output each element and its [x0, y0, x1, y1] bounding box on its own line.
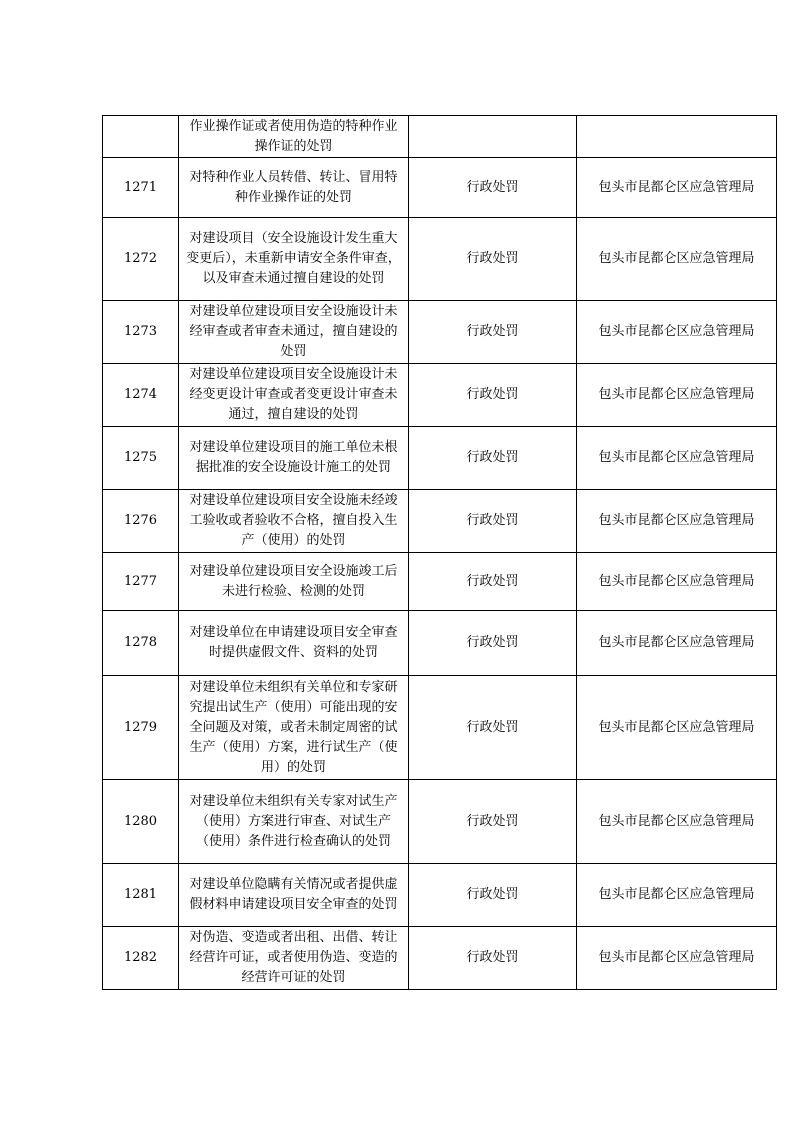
- item-type: 行政处罚: [409, 611, 577, 676]
- item-type: 行政处罚: [409, 780, 577, 864]
- item-type: 行政处罚: [409, 364, 577, 427]
- item-name: 作业操作证或者使用伪造的特种作业操作证的处罚: [179, 116, 409, 158]
- table-row: [103, 676, 777, 780]
- table-row: [103, 490, 777, 553]
- item-number: 1278: [103, 611, 179, 676]
- item-number: 1279: [103, 676, 179, 780]
- table-row: [103, 611, 777, 676]
- item-name: 对建设单位建设项目安全设施设计未经审查或者审查未通过，擅自建设的处罚: [179, 301, 409, 364]
- item-type: 行政处罚: [409, 490, 577, 553]
- item-type: 行政处罚: [409, 864, 577, 927]
- item-type: 行政处罚: [409, 158, 577, 218]
- item-department: 包头市昆都仑区应急管理局: [577, 158, 777, 218]
- item-number: 1271: [103, 158, 179, 218]
- item-number: 1273: [103, 301, 179, 364]
- item-name: 对建设单位建设项目安全设施设计未经变更设计审查或者变更设计审查未通过，擅自建设的处罚: [179, 364, 409, 427]
- item-name: 对建设单位建设项目安全设施未经竣工验收或者验收不合格，擅自投入生产（使用）的处罚: [179, 490, 409, 553]
- item-name: 对伪造、变造或者出租、出借、转让经营许可证，或者使用伪造、变造的经营许可证的处罚: [179, 927, 409, 990]
- item-name: 对建设单位建设项目的施工单位未根据批准的安全设施设计施工的处罚: [179, 427, 409, 490]
- item-type: 行政处罚: [409, 927, 577, 990]
- item-number: 1272: [103, 218, 179, 301]
- item-name: 对建设单位未组织有关单位和专家研究提出试生产（使用）可能出现的安全问题及对策，或者未制定周密的试生产（使用）方案，进行试生产（使用）的处罚: [179, 676, 409, 780]
- table-row: [103, 116, 777, 158]
- item-name: 对建设单位在申请建设项目安全审查时提供虚假文件、资料的处罚: [179, 611, 409, 676]
- item-department: 包头市昆都仑区应急管理局: [577, 611, 777, 676]
- item-number: 1275: [103, 427, 179, 490]
- table-row: [103, 218, 777, 301]
- item-department: 包头市昆都仑区应急管理局: [577, 218, 777, 301]
- table-row: [103, 301, 777, 364]
- item-department: 包头市昆都仑区应急管理局: [577, 927, 777, 990]
- item-type: 行政处罚: [409, 427, 577, 490]
- table-row: [103, 927, 777, 990]
- item-number: 1276: [103, 490, 179, 553]
- table-row: [103, 427, 777, 490]
- item-number: 1274: [103, 364, 179, 427]
- table-row: [103, 553, 777, 611]
- penalty-items-table: [102, 115, 777, 990]
- table-row: [103, 158, 777, 218]
- item-department: 包头市昆都仑区应急管理局: [577, 490, 777, 553]
- item-name: 对建设单位未组织有关专家对试生产（使用）方案进行审查、对试生产（使用）条件进行检查确认的处罚: [179, 780, 409, 864]
- item-number: 1281: [103, 864, 179, 927]
- item-number: 1280: [103, 780, 179, 864]
- item-department: [577, 116, 777, 158]
- item-department: 包头市昆都仑区应急管理局: [577, 864, 777, 927]
- item-number: 1282: [103, 927, 179, 990]
- item-type: 行政处罚: [409, 676, 577, 780]
- item-name: 对建设单位建设项目安全设施竣工后未进行检验、检测的处罚: [179, 553, 409, 611]
- item-type: 行政处罚: [409, 553, 577, 611]
- item-department: 包头市昆都仑区应急管理局: [577, 301, 777, 364]
- item-name: 对建设单位隐瞒有关情况或者提供虚假材料申请建设项目安全审查的处罚: [179, 864, 409, 927]
- item-name: 对特种作业人员转借、转让、冒用特种作业操作证的处罚: [179, 158, 409, 218]
- item-department: 包头市昆都仑区应急管理局: [577, 364, 777, 427]
- item-department: 包头市昆都仑区应急管理局: [577, 676, 777, 780]
- table-row: [103, 364, 777, 427]
- item-type: 行政处罚: [409, 218, 577, 301]
- item-type: 行政处罚: [409, 301, 577, 364]
- item-name: 对建设项目（安全设施设计发生重大变更后），未重新申请安全条件审查，以及审查未通过擅自建设的处罚: [179, 218, 409, 301]
- item-department: 包头市昆都仑区应急管理局: [577, 427, 777, 490]
- item-type: [409, 116, 577, 158]
- table-row: [103, 864, 777, 927]
- item-department: 包头市昆都仑区应急管理局: [577, 553, 777, 611]
- table-row: [103, 780, 777, 864]
- item-department: 包头市昆都仑区应急管理局: [577, 780, 777, 864]
- item-number: 1277: [103, 553, 179, 611]
- item-number: [103, 116, 179, 158]
